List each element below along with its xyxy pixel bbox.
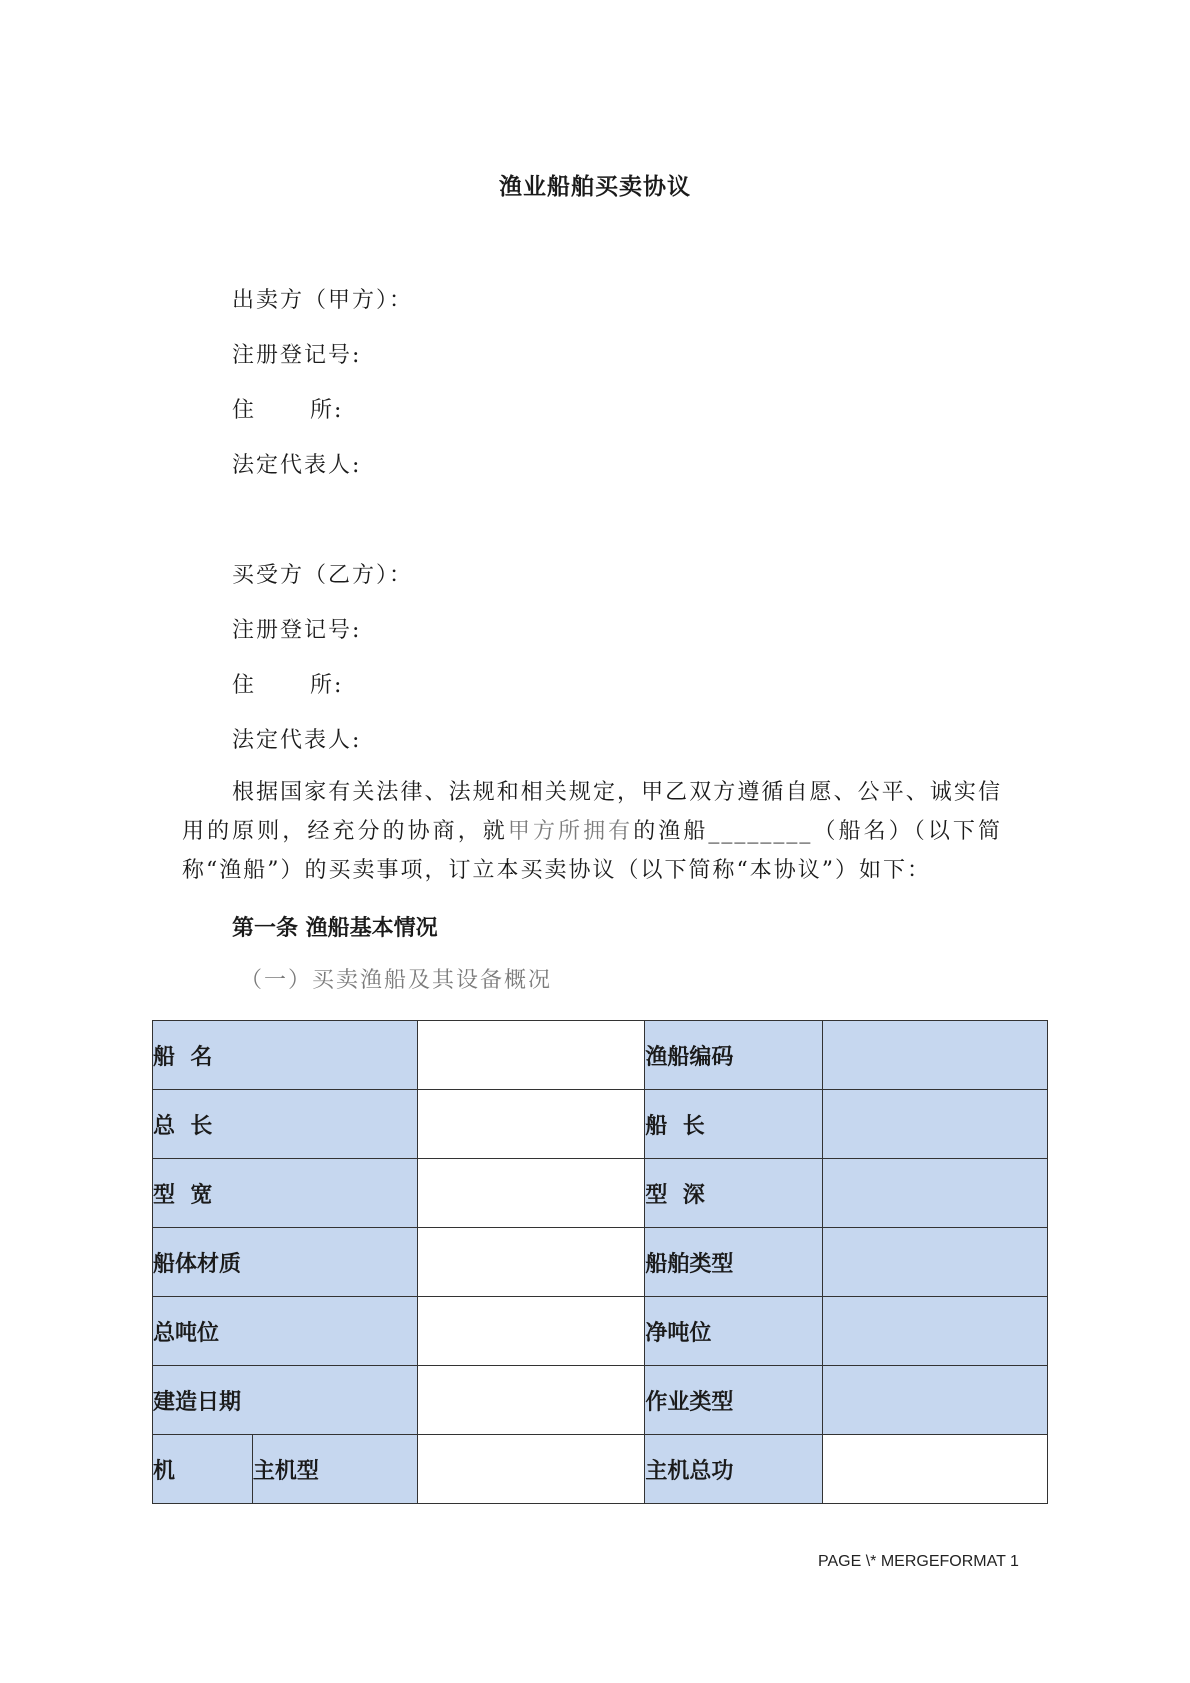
buyer-legal-rep: 法定代表人: (232, 728, 362, 753)
table-value-cell[interactable] (417, 1090, 645, 1159)
table-label-cell: 渔船编码 (645, 1021, 823, 1090)
table-value-cell[interactable] (417, 1297, 645, 1366)
table-label-cell: 建造日期 (153, 1366, 418, 1435)
intro-part3: 的渔船________（船名）（以下简称“渔船”）的买卖事项，订立本买卖协议（以下简称“本协议”）如下： (182, 819, 1002, 883)
article-subheading: （一）买卖渔船及其设备概况 (240, 968, 553, 993)
buyer-address: 住 所: (232, 673, 344, 698)
table-value-cell[interactable] (823, 1435, 1048, 1504)
seller-label: 出卖方（甲方）： (232, 288, 414, 313)
table-value-cell[interactable] (823, 1159, 1048, 1228)
table-row (153, 1090, 1048, 1159)
article-heading: 第一条 渔船基本情况 (232, 916, 438, 941)
buyer-label: 买受方（乙方）： (232, 563, 414, 588)
table-value-cell[interactable] (417, 1159, 645, 1228)
vessel-info-table (152, 1020, 1048, 1504)
table-label-cell: 型 深 (645, 1159, 823, 1228)
table-value-cell[interactable] (823, 1366, 1048, 1435)
table-value-cell[interactable] (823, 1090, 1048, 1159)
table-label-cell: 作业类型 (645, 1366, 823, 1435)
table-row (153, 1297, 1048, 1366)
table-row (153, 1159, 1048, 1228)
page-title: 渔业船舶买卖协议 (499, 174, 691, 200)
table-label-cell: 净吨位 (645, 1297, 823, 1366)
table-label-cell: 机 (153, 1435, 253, 1504)
table-value-cell[interactable] (417, 1435, 645, 1504)
table-value-cell[interactable] (417, 1228, 645, 1297)
seller-legal-rep: 法定代表人: (232, 453, 362, 478)
buyer-reg-no: 注册登记号: (232, 618, 362, 643)
intro-part1: 根据国家有关法律、法规和相关规定，甲乙双方遵循自愿、公平、诚实信用的原则，经充分的协商，就 (182, 780, 1002, 844)
table-label-cell: 型 宽 (153, 1159, 418, 1228)
page-footer: PAGE \* MERGEFORMAT 1 (818, 1553, 1019, 1570)
table-label-cell: 主机总功 (645, 1435, 823, 1504)
table-value-cell[interactable] (417, 1021, 645, 1090)
table-label-cell: 总吨位 (153, 1297, 418, 1366)
table-label-cell: 船 长 (645, 1090, 823, 1159)
table-label-cell: 主机型 (252, 1435, 417, 1504)
table-row (153, 1435, 1048, 1504)
table-label-cell: 总 长 (153, 1090, 418, 1159)
table-label-cell: 船舶类型 (645, 1228, 823, 1297)
table-row (153, 1021, 1048, 1090)
table-label-cell: 船体材质 (153, 1228, 418, 1297)
intro-paragraph (182, 773, 1002, 890)
table-row (153, 1366, 1048, 1435)
table-label-cell: 船 名 (153, 1021, 418, 1090)
table-value-cell[interactable] (823, 1228, 1048, 1297)
table-value-cell[interactable] (823, 1021, 1048, 1090)
table-value-cell[interactable] (417, 1366, 645, 1435)
seller-address: 住 所: (232, 398, 344, 423)
table-row (153, 1228, 1048, 1297)
table-value-cell[interactable] (823, 1297, 1048, 1366)
intro-part2: 甲方所拥有 (507, 819, 634, 844)
seller-reg-no: 注册登记号: (232, 343, 362, 368)
